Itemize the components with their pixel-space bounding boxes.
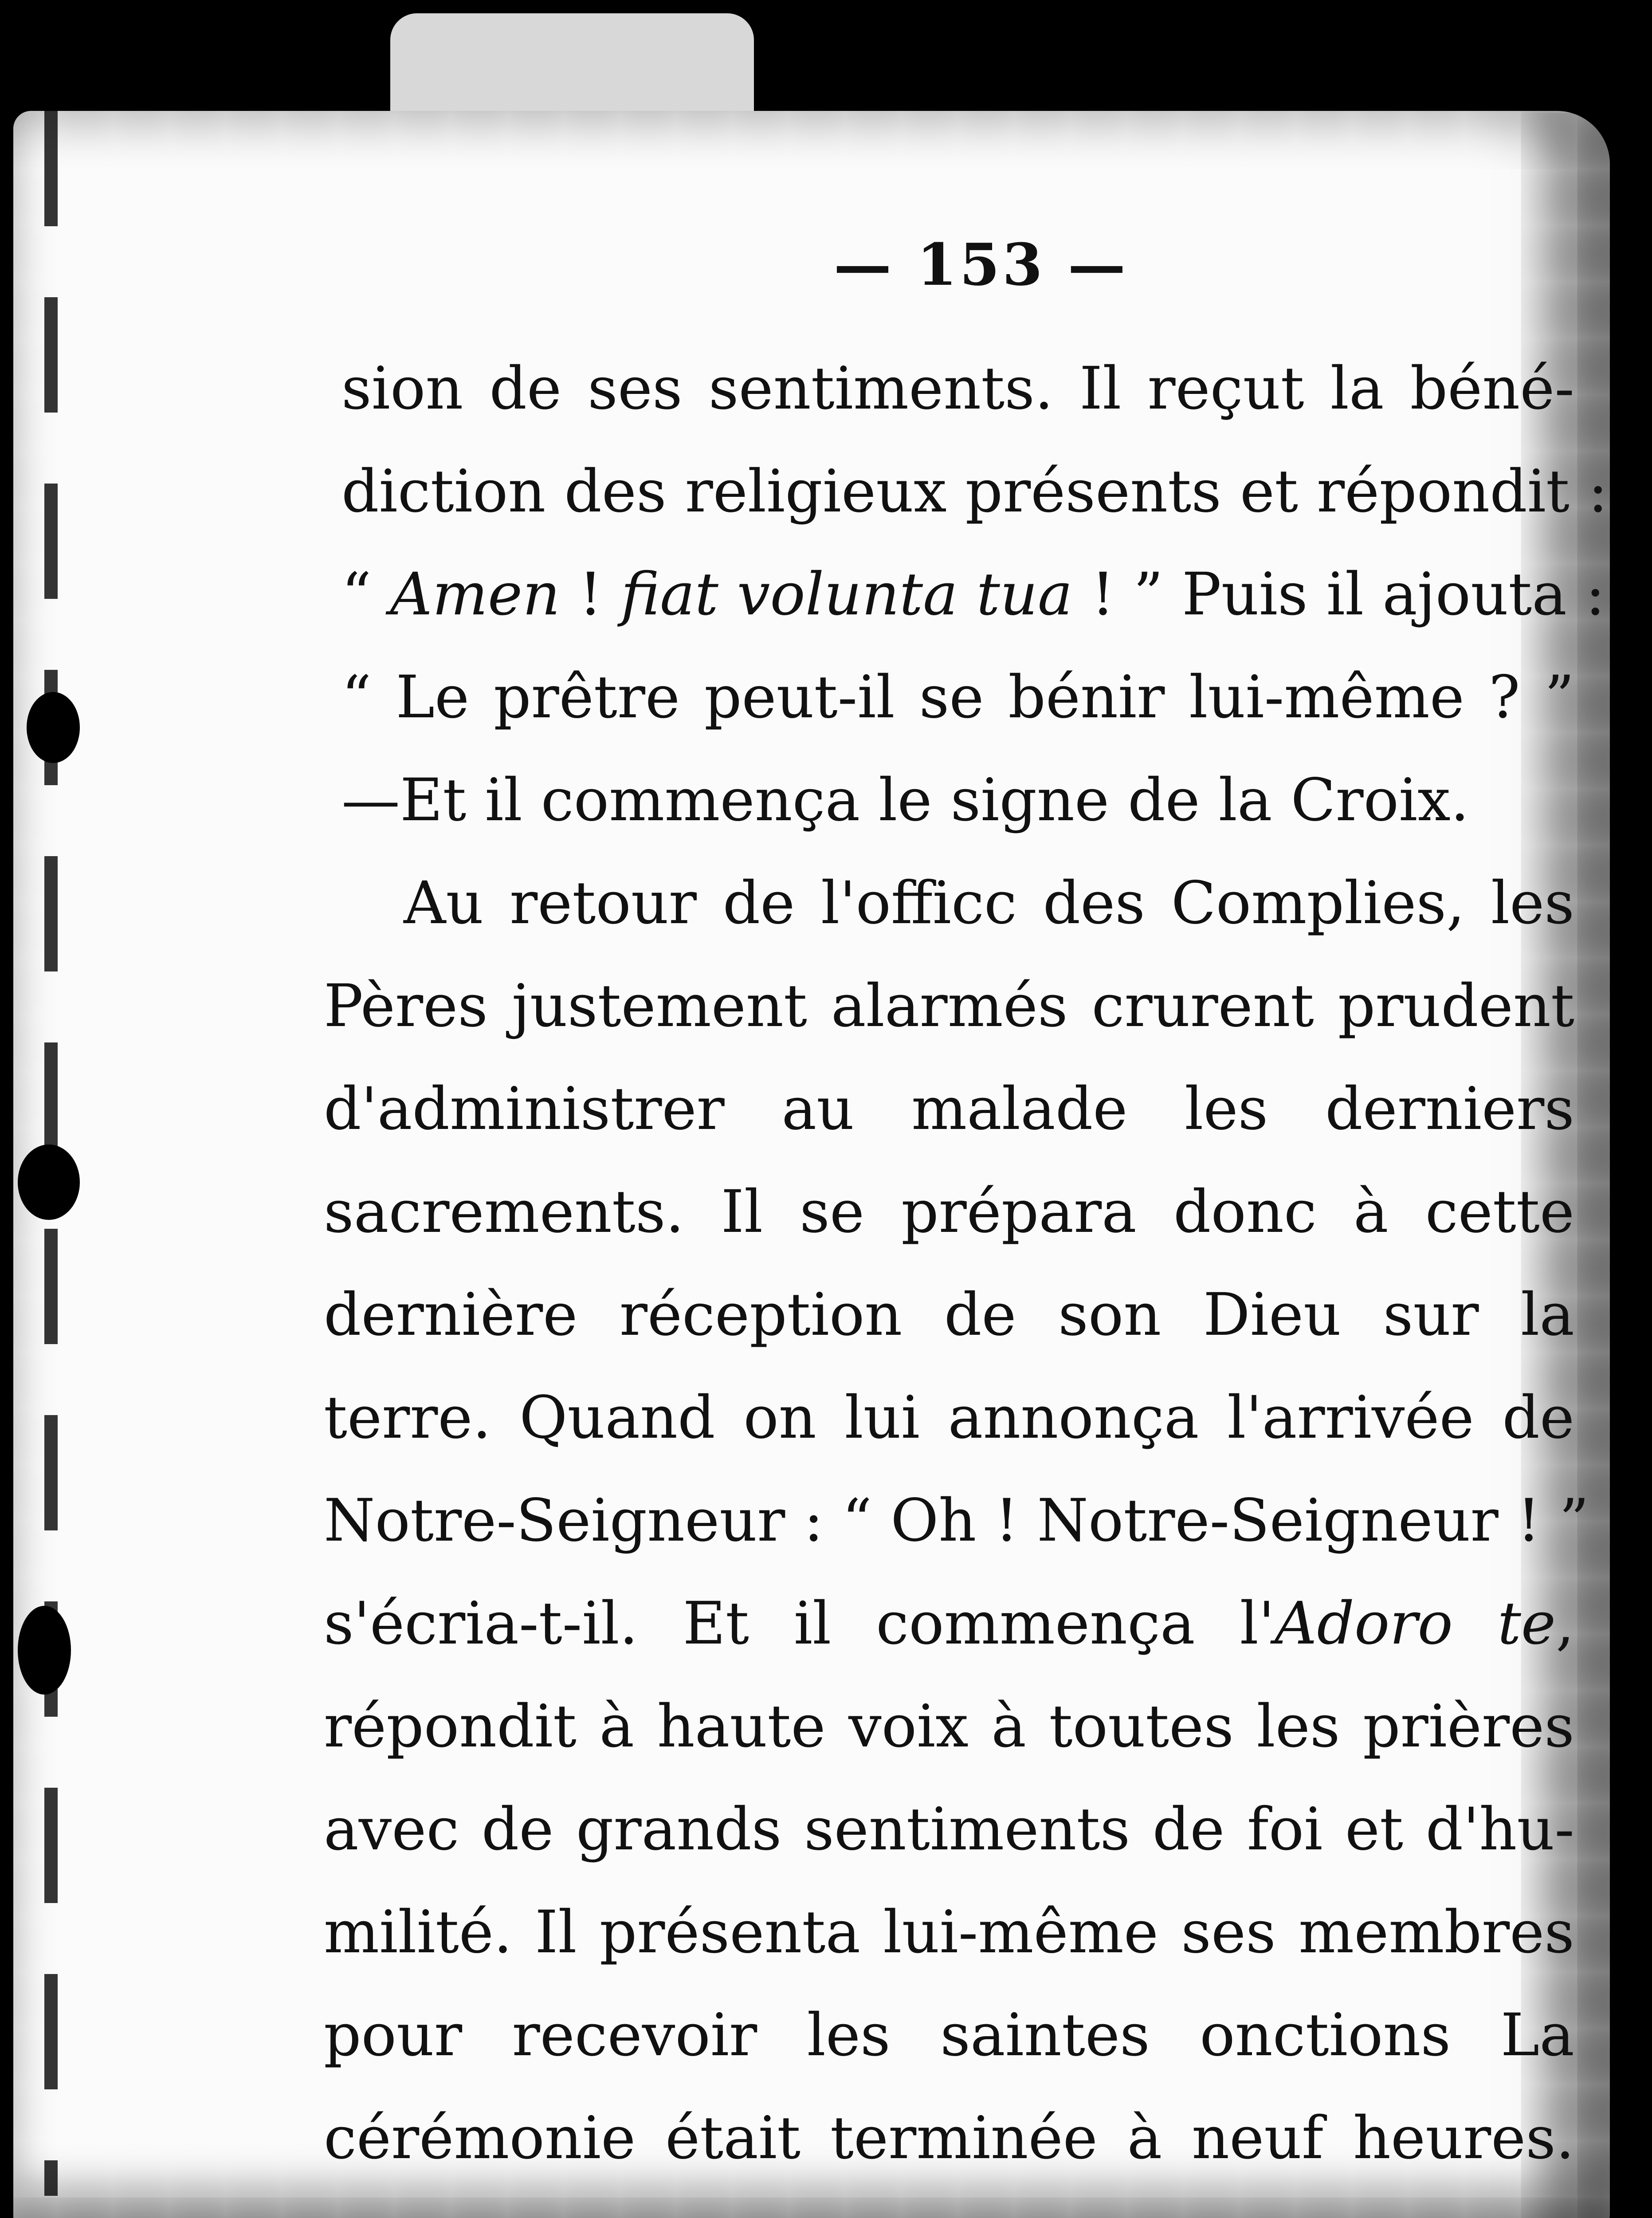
text-line: Pères justement alarmés crurent prudent (324, 972, 1574, 1040)
text-line: diction des religieux présents et répondit : (341, 457, 1608, 526)
text-line-italic-adoro (324, 1572, 1574, 1675)
text-line: répondit à haute voix à toutes les prières (324, 1692, 1574, 1761)
ink-blot (27, 692, 80, 763)
adoro-before: s'écria-t-il. Et il commença l' (324, 1589, 1275, 1658)
italic-adoro: Adoro te (1275, 1589, 1556, 1658)
quote-open: “ (341, 560, 390, 629)
text-line: sion de ses sentiments. Il reçut la béné- (341, 354, 1574, 423)
text-line: dernière réception de son Dieu sur la (324, 1281, 1574, 1349)
text-line: “ Le prêtre peut-il se bénir lui-même ? ” (341, 663, 1574, 731)
text-line: sacrements. Il se prépara donc à cette (324, 1178, 1574, 1246)
text-line: avec de grands sentiments de foi et d'hu- (324, 1795, 1574, 1864)
text-line: d'administrer au malade les derniers (324, 1075, 1574, 1143)
text-line: —Et il commença le signe de la Croix. (341, 766, 1469, 834)
page-number: — 153 — (834, 231, 1128, 299)
quote-rest: ! ” Puis il ajouta : (1072, 560, 1605, 629)
text-line: milité. Il présenta lui-même ses membres (324, 1898, 1574, 1966)
text-line: terre. Quand on lui annonça l'arrivée de (324, 1384, 1574, 1452)
ink-blot (18, 1606, 71, 1695)
page-text (324, 337, 1608, 2190)
adoro-after: , (1556, 1589, 1574, 1658)
ink-blot (18, 1144, 80, 1220)
paragraph-start-line: Au retour de l'officc des Complies, les (404, 869, 1574, 937)
text-line: pour recevoir les saintes onctions La (324, 2001, 1574, 2069)
italic-amen: Amen (390, 560, 561, 629)
text-line: cérémonie était terminée à neuf heures. (324, 2104, 1574, 2172)
quote-mid: ! (560, 560, 621, 629)
text-line-italic-quote (341, 543, 1605, 646)
italic-fiat: fiat volunta tua (621, 560, 1073, 629)
text-line: Notre-Seigneur : “ Oh ! Notre-Seigneur ! ” (324, 1487, 1589, 1555)
